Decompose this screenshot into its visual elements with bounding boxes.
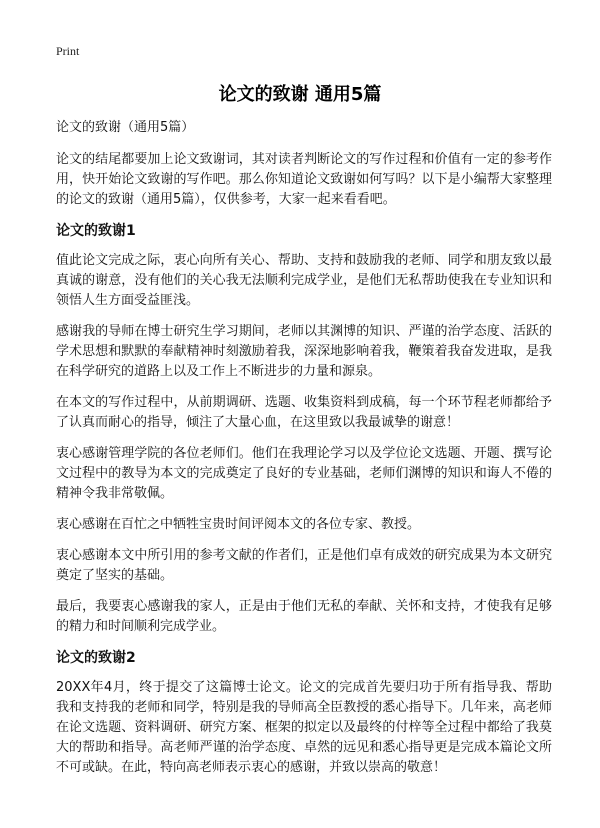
section-1-paragraph: 感谢我的导师在博士研究生学习期间，老师以其渊博的知识、严谨的治学态度、活跃的学术思想和默默的奉献精神时刻激励着我，深深地影响着我，鞭策着我奋发进取，是我在科学研究的道路上以及工作上不断进步的力量和源泉。 (56, 324, 552, 379)
document-body (56, 118, 552, 789)
section-1-paragraph: 值此论文完成之际，衷心向所有关心、帮助、支持和鼓励我的老师、同学和朋友致以最真诚的谢意，没有他们的关心我无法顺利完成学业，是他们无私帮助使我在专业知识和领悟人生方面受益匪浅。 (56, 253, 552, 308)
section-heading-1: 论文的致谢1 (56, 223, 136, 239)
section-1-paragraph: 衷心感谢本文中所引用的参考文献的作者们，正是他们卓有成效的研究成果为本文研究奠定了坚实的基础。 (56, 548, 552, 583)
print-link[interactable]: Print (56, 44, 80, 58)
section-1-paragraph: 最后，我要衷心感谢我的家人，正是由于他们无私的奉献、关怀和支持，才使我有足够的精力和时间顺利完成学业。 (56, 599, 552, 634)
document-subtitle: 论文的致谢（通用5篇） (56, 120, 195, 135)
intro-paragraph: 论文的结尾都要加上论文致谢词，其对读者判断论文的写作过程和价值有一定的参考作用，快开始论文致谢的写作吧。那么你知道论文致谢如何写吗？以下是小编帮大家整理的论文的致谢（通用5篇），仅供参考，大家一起来看看吧。 (56, 152, 552, 207)
section-1-paragraph: 衷心感谢在百忙之中牺牲宝贵时间评阅本文的各位专家、教授。 (56, 517, 421, 532)
section-1-paragraph: 在本文的写作过程中，从前期调研、选题、收集资料到成稿，每一个环节程老师都给予了认真而耐心的指导，倾注了大量心血，在这里致以我最诚挚的谢意！ (56, 395, 552, 430)
section-heading-2: 论文的致谢2 (56, 650, 136, 666)
section-2-paragraph: 20XX年4月，终于提交了这篇博士论文。论文的完成首先要归功于所有指导我、帮助我和支持我的老师和同学，特别是我的导师高全臣教授的悉心指导下。几年来，高老师在论文选题、资料调研、研究方案、框架的拟定以及最终的付梓等全过程中都给了我莫大的帮助和指导。高老师严谨的治学态度、卓然的远见和悉心指导更是完成本篇论文所不可或缺。在此，特向高老师表示衷心的感谢，并致以崇高的敬意！ (56, 680, 553, 775)
page-title: 论文的致谢 通用5篇 (218, 84, 382, 105)
section-1-paragraph: 衷心感谢管理学院的各位老师们。他们在我理论学习以及学位论文选题、开题、撰写论文过程中的教导为本文的完成奠定了良好的专业基础，老师们渊博的知识和诲人不倦的精神令我非常敬佩。 (56, 446, 552, 501)
